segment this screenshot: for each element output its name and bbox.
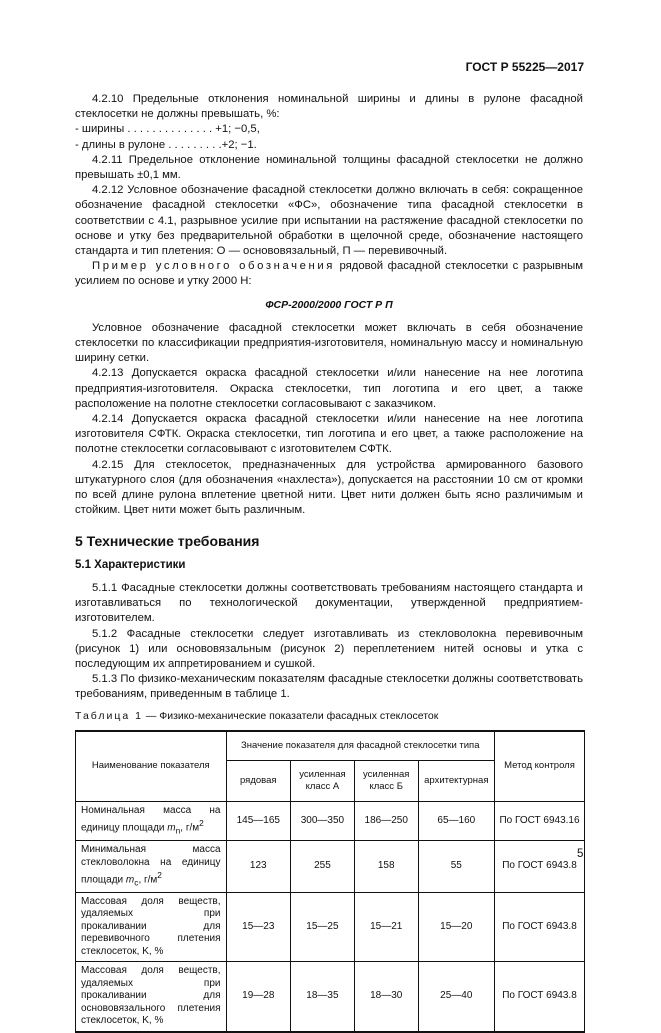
row-name-cell: Массовая доля веществ, удаляемых при прокаливании для перевивочного плетения стеклосеток, K, % (76, 892, 227, 962)
value-cell: 18—35 (291, 962, 355, 1032)
col-header-class-a: усиленная класс А (291, 760, 355, 801)
paragraph-4-2-12: 4.2.12 Условное обозначение фасадной стеклосетки должно включать в себя: сокращенное обозначение фасадной стеклосетки «ФС», обозначение типа фасадной стеклосетки в соответствии с 4.1, разрывное усилие при испытании на растяжение фасадной стеклосетки по основе и утку без предварительной обработки в щелочной среде, обозначение настоящего стандарта и тип плетения: О — основовязальный, П — перевивочный. (75, 184, 583, 258)
table-row (76, 841, 585, 893)
value-cell: 15—20 (418, 892, 494, 962)
value-cell: 15—23 (226, 892, 291, 962)
method-cell: По ГОСТ 6943.16 (495, 801, 585, 840)
value-cell: 186—250 (354, 801, 418, 840)
tolerance-width: - ширины . . . . . . . . . . . . . . +1; −0,5, (75, 123, 260, 136)
value-cell: 158 (354, 841, 418, 893)
col-header-architectural: архитектурная (418, 760, 494, 801)
col-header-ordinary: рядовая (226, 760, 291, 801)
section-5-1-heading: 5.1 Характеристики (75, 558, 186, 571)
value-cell: 145—165 (226, 801, 291, 840)
method-cell: По ГОСТ 6943.8 (495, 892, 585, 962)
value-cell: 300—350 (291, 801, 355, 840)
paragraph-4-2-11: 4.2.11 Предельное отклонение номинальной толщины фасадной стеклосетки не должно превышать ±0,1 мм. (75, 153, 583, 182)
example-text: рядовой фасадной стеклосетки с разрывным усилием по основе и утку 2000 Н: (75, 260, 584, 288)
paragraph-4-2-14: 4.2.14 Допускается окраска фасадной стеклосетки и/или нанесение на нее логотипа изготовителя СФТК. Окраска стеклосетки, тип логотипа и его цвет, а также расположение на полотне стеклосетки согласовывают с изготовителем СФТК. (75, 413, 583, 456)
value-cell: 55 (418, 841, 494, 893)
row-name-cell: Номинальная масса на единицу площади $m_n$, $г/м^2$ (76, 801, 227, 840)
table-row (76, 892, 585, 962)
value-cell: 15—21 (354, 892, 418, 962)
value-cell: 19—28 (226, 962, 291, 1032)
table-row (76, 801, 585, 840)
method-cell: По ГОСТ 6943.8 (495, 841, 585, 893)
standard-header: ГОСТ Р 55225—2017 (465, 60, 584, 74)
row-name-cell: Массовая доля веществ, удаляемых при прокаливании для основовязального плетения стеклосеток, K, % (76, 962, 227, 1032)
value-cell: 255 (291, 841, 355, 893)
page-number: 5 (577, 848, 584, 860)
tolerance-length: - длины в рулоне . . . . . . . . .+2; −1. (75, 138, 257, 151)
paragraph-4-2-10: 4.2.10 Предельные отклонения номинальной ширины и длины в рулоне фасадной стеклосетки не должны превышать, %: (75, 93, 583, 121)
value-cell: 123 (226, 841, 291, 893)
value-cell: 25—40 (418, 962, 494, 1032)
table-caption-text: — Физико-механические показатели фасадных стеклосеток (142, 709, 439, 722)
table-caption-label: Таблица 1 (75, 709, 143, 722)
col-header-name: Наименование показателя (76, 731, 227, 802)
paragraph-5-1-2: 5.1.2 Фасадные стеклосетки следует изготавливать из стекловолокна перевивочным (рисунок 1) или основовязальным (рисунок 2) переплетением нитей основы и утка с последующим их аппретированием и сушкой. (75, 627, 583, 670)
row-name-cell: Минимальная масса стекловолокна на единицу площади $m_c$, $г/м^2$ (76, 841, 227, 893)
section-5-heading: 5 Технические требования (75, 533, 260, 550)
paragraph-4-2-15: 4.2.15 Для стеклосеток, предназначенных для устройства армированного базового штукатурного слоя (для обозначения «нахлеста»), допускается на расстоянии 10 см от кромки по всей длине рулона вплетение цветной нити. Цвет нити должен быть ясно различимым и стойким. Цвет нити может быть различным. (75, 458, 583, 517)
col-header-class-b: усиленная класс Б (354, 760, 418, 801)
example-label: Пример условного обозначения (92, 260, 335, 273)
paragraph-5-1-3: 5.1.3 По физико-механическим показателям фасадные стеклосетки должны соответствовать требованиям, приведенным в таблице 1. (75, 673, 583, 701)
designation-formula: ФСР-2000/2000 ГОСТ Р П (265, 298, 393, 311)
properties-table (75, 730, 585, 1033)
table-row (76, 962, 585, 1032)
paragraph-designation-extra: Условное обозначение фасадной стеклосетки может включать в себя обозначение стеклосетки по классификации предприятия-изготовителя, номинальную массу и номинальную ширину сетки. (75, 321, 583, 365)
paragraph-4-2-13: 4.2.13 Допускается окраска фасадной стеклосетки и/или нанесение на нее логотипа предприятия-изготовителя. Окраска стеклосетки, тип логотипа и его цвет, а также расположение на полотне стеклосетки согласовывают с заказчиком. (75, 367, 583, 410)
value-cell: 65—160 (418, 801, 494, 840)
table-caption (75, 709, 583, 724)
method-cell: По ГОСТ 6943.8 (495, 962, 585, 1032)
document-body (75, 92, 583, 1033)
example-paragraph (75, 259, 583, 289)
col-header-group: Значение показателя для фасадной стеклосетки типа (226, 731, 495, 761)
value-cell: 15—25 (291, 892, 355, 962)
col-header-method: Метод контроля (495, 731, 585, 802)
value-cell: 18—30 (354, 962, 418, 1032)
paragraph-5-1-1: 5.1.1 Фасадные стеклосетки должны соответствовать требованиям настоящего стандарта и изготавливаться по технологической документации, утвержденной предприятием-изготовителем. (75, 581, 583, 625)
